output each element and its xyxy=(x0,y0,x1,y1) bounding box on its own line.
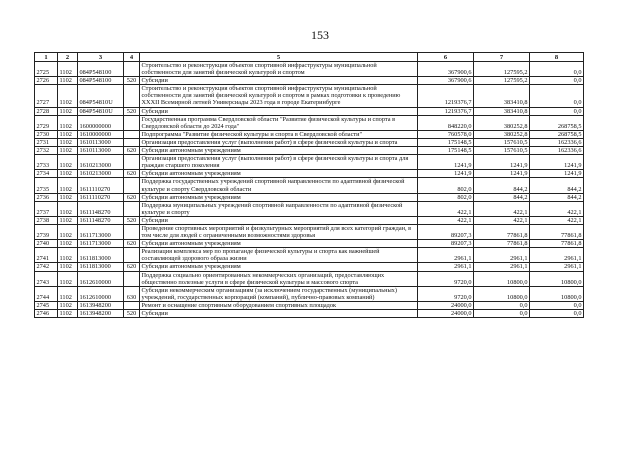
amount-2023: 422,1 xyxy=(474,216,530,224)
row-name: Строительство и реконструкция объектов спортивной инфраструктуры муниципальной собственности для занятий физической культурой и спортом в рамках подготовки к проведению XXXII Всемирной летней Универсиады 2023 года в городе Екатеринбурге xyxy=(140,85,418,107)
amount-2022: 175148,5 xyxy=(418,138,474,146)
amount-2024: 2961,1 xyxy=(530,248,584,263)
amount-2022: 1241,9 xyxy=(418,155,474,170)
amount-2024: 844,2 xyxy=(530,178,584,193)
section-code: 1102 xyxy=(58,271,78,286)
table-row xyxy=(35,155,584,170)
row-number: 2744 xyxy=(35,286,58,301)
amount-2024: 77861,8 xyxy=(530,224,584,239)
expense-type-code xyxy=(124,138,140,146)
table-row xyxy=(35,115,584,130)
amount-2023: 1241,9 xyxy=(474,155,530,170)
row-name: Субсидии автономным учреждениям xyxy=(140,240,418,248)
row-name: Поддержка социально ориентированных некоммерческих организаций, предоставляющих общественно полезные услуги в сфере физической культуры и массового спорта xyxy=(140,271,418,286)
expense-type-code xyxy=(124,271,140,286)
row-name: Организация предоставления услуг (выполнения работ) в сфере физической культуры и спорта xyxy=(140,138,418,146)
amount-2023: 383410,8 xyxy=(474,85,530,107)
table-row xyxy=(35,77,584,85)
amount-2023: 422,1 xyxy=(474,201,530,216)
table-row xyxy=(35,263,584,271)
target-article-code: 1611713000 xyxy=(78,224,124,239)
expense-type-code xyxy=(124,201,140,216)
row-name: Организация предоставления услуг (выполнения работ) в сфере физической культуры и спорта для граждан старшего поколения xyxy=(140,155,418,170)
section-code: 1102 xyxy=(58,224,78,239)
amount-2022: 24000,0 xyxy=(418,301,474,309)
target-article-code: 1611813000 xyxy=(78,263,124,271)
target-article-code: 1610213000 xyxy=(78,155,124,170)
amount-2022: 9720,0 xyxy=(418,286,474,301)
amount-2022: 24000,0 xyxy=(418,310,474,318)
amount-2022: 1219376,7 xyxy=(418,107,474,115)
amount-2024: 2961,1 xyxy=(530,263,584,271)
row-number: 2736 xyxy=(35,193,58,201)
amount-2023: 844,2 xyxy=(474,193,530,201)
row-name: Ремонт и оснащение спортивным оборудованием спортивных площадок xyxy=(140,301,418,309)
target-article-code: 1611110270 xyxy=(78,178,124,193)
section-code: 1102 xyxy=(58,115,78,130)
row-number: 2740 xyxy=(35,240,58,248)
amount-2022: 175148,5 xyxy=(418,147,474,155)
amount-2024: 1241,9 xyxy=(530,170,584,178)
target-article-code: 1610213000 xyxy=(78,170,124,178)
table-row xyxy=(35,271,584,286)
amount-2022: 422,1 xyxy=(418,201,474,216)
column-header: 2 xyxy=(58,53,78,62)
amount-2024: 77861,8 xyxy=(530,240,584,248)
row-number: 2738 xyxy=(35,216,58,224)
amount-2022: 422,1 xyxy=(418,216,474,224)
page-number: 153 xyxy=(311,28,329,42)
amount-2024: 162336,6 xyxy=(530,138,584,146)
row-number: 2730 xyxy=(35,130,58,138)
target-article-code: 084P54810U xyxy=(78,107,124,115)
amount-2024: 268758,5 xyxy=(530,115,584,130)
section-code: 1102 xyxy=(58,147,78,155)
target-article-code: 1611813000 xyxy=(78,248,124,263)
amount-2023: 0,0 xyxy=(474,310,530,318)
amount-2024: 422,1 xyxy=(530,201,584,216)
target-article-code: 084P548100 xyxy=(78,77,124,85)
section-code: 1102 xyxy=(58,286,78,301)
amount-2023: 157610,5 xyxy=(474,147,530,155)
expense-type-code xyxy=(124,301,140,309)
row-number: 2734 xyxy=(35,170,58,178)
amount-2022: 1219376,7 xyxy=(418,85,474,107)
expense-type-code xyxy=(124,224,140,239)
section-code: 1102 xyxy=(58,178,78,193)
amount-2024: 1241,9 xyxy=(530,155,584,170)
expense-type-code xyxy=(124,130,140,138)
amount-2023: 77861,8 xyxy=(474,240,530,248)
amount-2023: 844,2 xyxy=(474,178,530,193)
row-name: Субсидии автономным учреждениям xyxy=(140,170,418,178)
amount-2024: 0,0 xyxy=(530,85,584,107)
target-article-code: 1610113000 xyxy=(78,147,124,155)
row-name: Поддержка муниципальных учреждений спортивной направленности по адаптивной физической культуре и спорту xyxy=(140,201,418,216)
section-code: 1102 xyxy=(58,155,78,170)
table-row xyxy=(35,62,584,77)
amount-2024: 0,0 xyxy=(530,62,584,77)
amount-2024: 0,0 xyxy=(530,310,584,318)
table-row xyxy=(35,138,584,146)
row-name: Строительство и реконструкция объектов спортивной инфраструктуры муниципальной собственности для занятий физической культурой и спортом xyxy=(140,62,418,77)
table-header-row xyxy=(35,53,584,62)
expense-type-code xyxy=(124,62,140,77)
table-row xyxy=(35,216,584,224)
column-header: 4 xyxy=(124,53,140,62)
amount-2024: 422,1 xyxy=(530,216,584,224)
section-code: 1102 xyxy=(58,107,78,115)
row-number: 2746 xyxy=(35,310,58,318)
section-code: 1102 xyxy=(58,201,78,216)
expense-type-code xyxy=(124,248,140,263)
row-name: Субсидии xyxy=(140,107,418,115)
expense-type-code: 620 xyxy=(124,263,140,271)
column-header: 1 xyxy=(35,53,58,62)
target-article-code: 1611148270 xyxy=(78,216,124,224)
table-row xyxy=(35,310,584,318)
amount-2023: 380252,8 xyxy=(474,115,530,130)
target-article-code: 1613948200 xyxy=(78,301,124,309)
table-row xyxy=(35,301,584,309)
target-article-code: 1610113000 xyxy=(78,138,124,146)
amount-2022: 760578,0 xyxy=(418,130,474,138)
row-number: 2743 xyxy=(35,271,58,286)
amount-2023: 10800,0 xyxy=(474,286,530,301)
section-code: 1102 xyxy=(58,248,78,263)
expense-type-code: 520 xyxy=(124,310,140,318)
row-name: Реализация комплекса мер по пропаганде физической культуры и спорта как важнейшей составляющей здорового образа жизни xyxy=(140,248,418,263)
amount-2024: 268758,5 xyxy=(530,130,584,138)
section-code: 1102 xyxy=(58,240,78,248)
row-name: Субсидии некоммерческим организациям (за исключением государственных (муниципальных) учреждений, государственных корпораций (компаний), публично-правовых компаний) xyxy=(140,286,418,301)
section-code: 1102 xyxy=(58,85,78,107)
amount-2022: 89207,3 xyxy=(418,240,474,248)
amount-2022: 802,0 xyxy=(418,178,474,193)
amount-2023: 1241,9 xyxy=(474,170,530,178)
target-article-code: 1612610000 xyxy=(78,286,124,301)
row-name: Субсидии автономным учреждениям xyxy=(140,263,418,271)
row-name: Субсидии автономным учреждениям xyxy=(140,147,418,155)
table-row xyxy=(35,107,584,115)
row-name: Проведение спортивных мероприятий и физкультурных мероприятий для всех категорий граждан, в том числе для людей с ограниченными возможностями здоровья xyxy=(140,224,418,239)
amount-2023: 2961,1 xyxy=(474,263,530,271)
row-number: 2742 xyxy=(35,263,58,271)
target-article-code: 1613948200 xyxy=(78,310,124,318)
expense-type-code: 630 xyxy=(124,286,140,301)
amount-2022: 848220,0 xyxy=(418,115,474,130)
section-code: 1102 xyxy=(58,170,78,178)
target-article-code: 1610000000 xyxy=(78,130,124,138)
target-article-code: 084P548100 xyxy=(78,62,124,77)
table-row xyxy=(35,224,584,239)
expense-type-code xyxy=(124,178,140,193)
amount-2023: 77861,8 xyxy=(474,224,530,239)
amount-2022: 2961,1 xyxy=(418,248,474,263)
row-number: 2731 xyxy=(35,138,58,146)
budget-table xyxy=(34,52,584,318)
amount-2023: 383410,8 xyxy=(474,107,530,115)
amount-2024: 162336,6 xyxy=(530,147,584,155)
row-name: Субсидии xyxy=(140,77,418,85)
section-code: 1102 xyxy=(58,310,78,318)
row-name: Поддержка государственных учреждений спортивной направленности по адаптивной физической культуре и спорту Свердловской области xyxy=(140,178,418,193)
amount-2024: 0,0 xyxy=(530,77,584,85)
row-number: 2732 xyxy=(35,147,58,155)
section-code: 1102 xyxy=(58,138,78,146)
target-article-code: 1611110270 xyxy=(78,193,124,201)
amount-2024: 10800,0 xyxy=(530,286,584,301)
amount-2023: 127595,2 xyxy=(474,77,530,85)
column-header: 6 xyxy=(418,53,474,62)
amount-2024: 0,0 xyxy=(530,301,584,309)
section-code: 1102 xyxy=(58,301,78,309)
target-article-code: 1611148270 xyxy=(78,201,124,216)
table-row xyxy=(35,85,584,107)
section-code: 1102 xyxy=(58,263,78,271)
table-row xyxy=(35,240,584,248)
row-name: Субсидии xyxy=(140,310,418,318)
row-name: Подпрограмма "Развитие физической культуры и спорта в Свердловской области" xyxy=(140,130,418,138)
amount-2022: 802,0 xyxy=(418,193,474,201)
amount-2022: 9720,0 xyxy=(418,271,474,286)
table-row xyxy=(35,193,584,201)
column-header: 5 xyxy=(140,53,418,62)
row-number: 2739 xyxy=(35,224,58,239)
row-number: 2733 xyxy=(35,155,58,170)
row-number: 2727 xyxy=(35,85,58,107)
row-number: 2737 xyxy=(35,201,58,216)
expense-type-code xyxy=(124,85,140,107)
amount-2023: 2961,1 xyxy=(474,248,530,263)
amount-2023: 127595,2 xyxy=(474,62,530,77)
table-row xyxy=(35,130,584,138)
section-code: 1102 xyxy=(58,130,78,138)
table-row xyxy=(35,286,584,301)
expense-type-code: 620 xyxy=(124,147,140,155)
expense-type-code: 520 xyxy=(124,216,140,224)
row-number: 2725 xyxy=(35,62,58,77)
section-code: 1102 xyxy=(58,77,78,85)
table-row xyxy=(35,170,584,178)
expense-type-code: 620 xyxy=(124,170,140,178)
section-code: 1102 xyxy=(58,62,78,77)
table-row xyxy=(35,147,584,155)
section-code: 1102 xyxy=(58,193,78,201)
amount-2022: 367900,6 xyxy=(418,77,474,85)
column-header: 3 xyxy=(78,53,124,62)
column-header: 8 xyxy=(530,53,584,62)
row-name: Субсидии автономным учреждениям xyxy=(140,193,418,201)
expense-type-code: 620 xyxy=(124,240,140,248)
row-number: 2745 xyxy=(35,301,58,309)
table-row xyxy=(35,178,584,193)
amount-2022: 2961,1 xyxy=(418,263,474,271)
expense-type-code: 520 xyxy=(124,107,140,115)
row-number: 2741 xyxy=(35,248,58,263)
row-number: 2735 xyxy=(35,178,58,193)
row-name: Государственная программа Свердловской области "Развитие физической культуры и спорта в Свердловской области до 2024 года" xyxy=(140,115,418,130)
target-article-code: 1611713000 xyxy=(78,240,124,248)
column-header: 7 xyxy=(474,53,530,62)
amount-2024: 10800,0 xyxy=(530,271,584,286)
amount-2022: 1241,9 xyxy=(418,170,474,178)
target-article-code: 084P54810U xyxy=(78,85,124,107)
row-number: 2728 xyxy=(35,107,58,115)
amount-2023: 10800,0 xyxy=(474,271,530,286)
amount-2023: 380252,8 xyxy=(474,130,530,138)
amount-2022: 89207,3 xyxy=(418,224,474,239)
table-row xyxy=(35,201,584,216)
expense-type-code: 520 xyxy=(124,77,140,85)
expense-type-code: 620 xyxy=(124,193,140,201)
amount-2022: 367900,6 xyxy=(418,62,474,77)
table-row xyxy=(35,248,584,263)
section-code: 1102 xyxy=(58,216,78,224)
row-number: 2729 xyxy=(35,115,58,130)
row-name: Субсидии xyxy=(140,216,418,224)
row-number: 2726 xyxy=(35,77,58,85)
amount-2023: 157610,5 xyxy=(474,138,530,146)
target-article-code: 1612610000 xyxy=(78,271,124,286)
expense-type-code xyxy=(124,155,140,170)
amount-2024: 844,2 xyxy=(530,193,584,201)
expense-type-code xyxy=(124,115,140,130)
amount-2024: 0,0 xyxy=(530,107,584,115)
target-article-code: 1600000000 xyxy=(78,115,124,130)
amount-2023: 0,0 xyxy=(474,301,530,309)
